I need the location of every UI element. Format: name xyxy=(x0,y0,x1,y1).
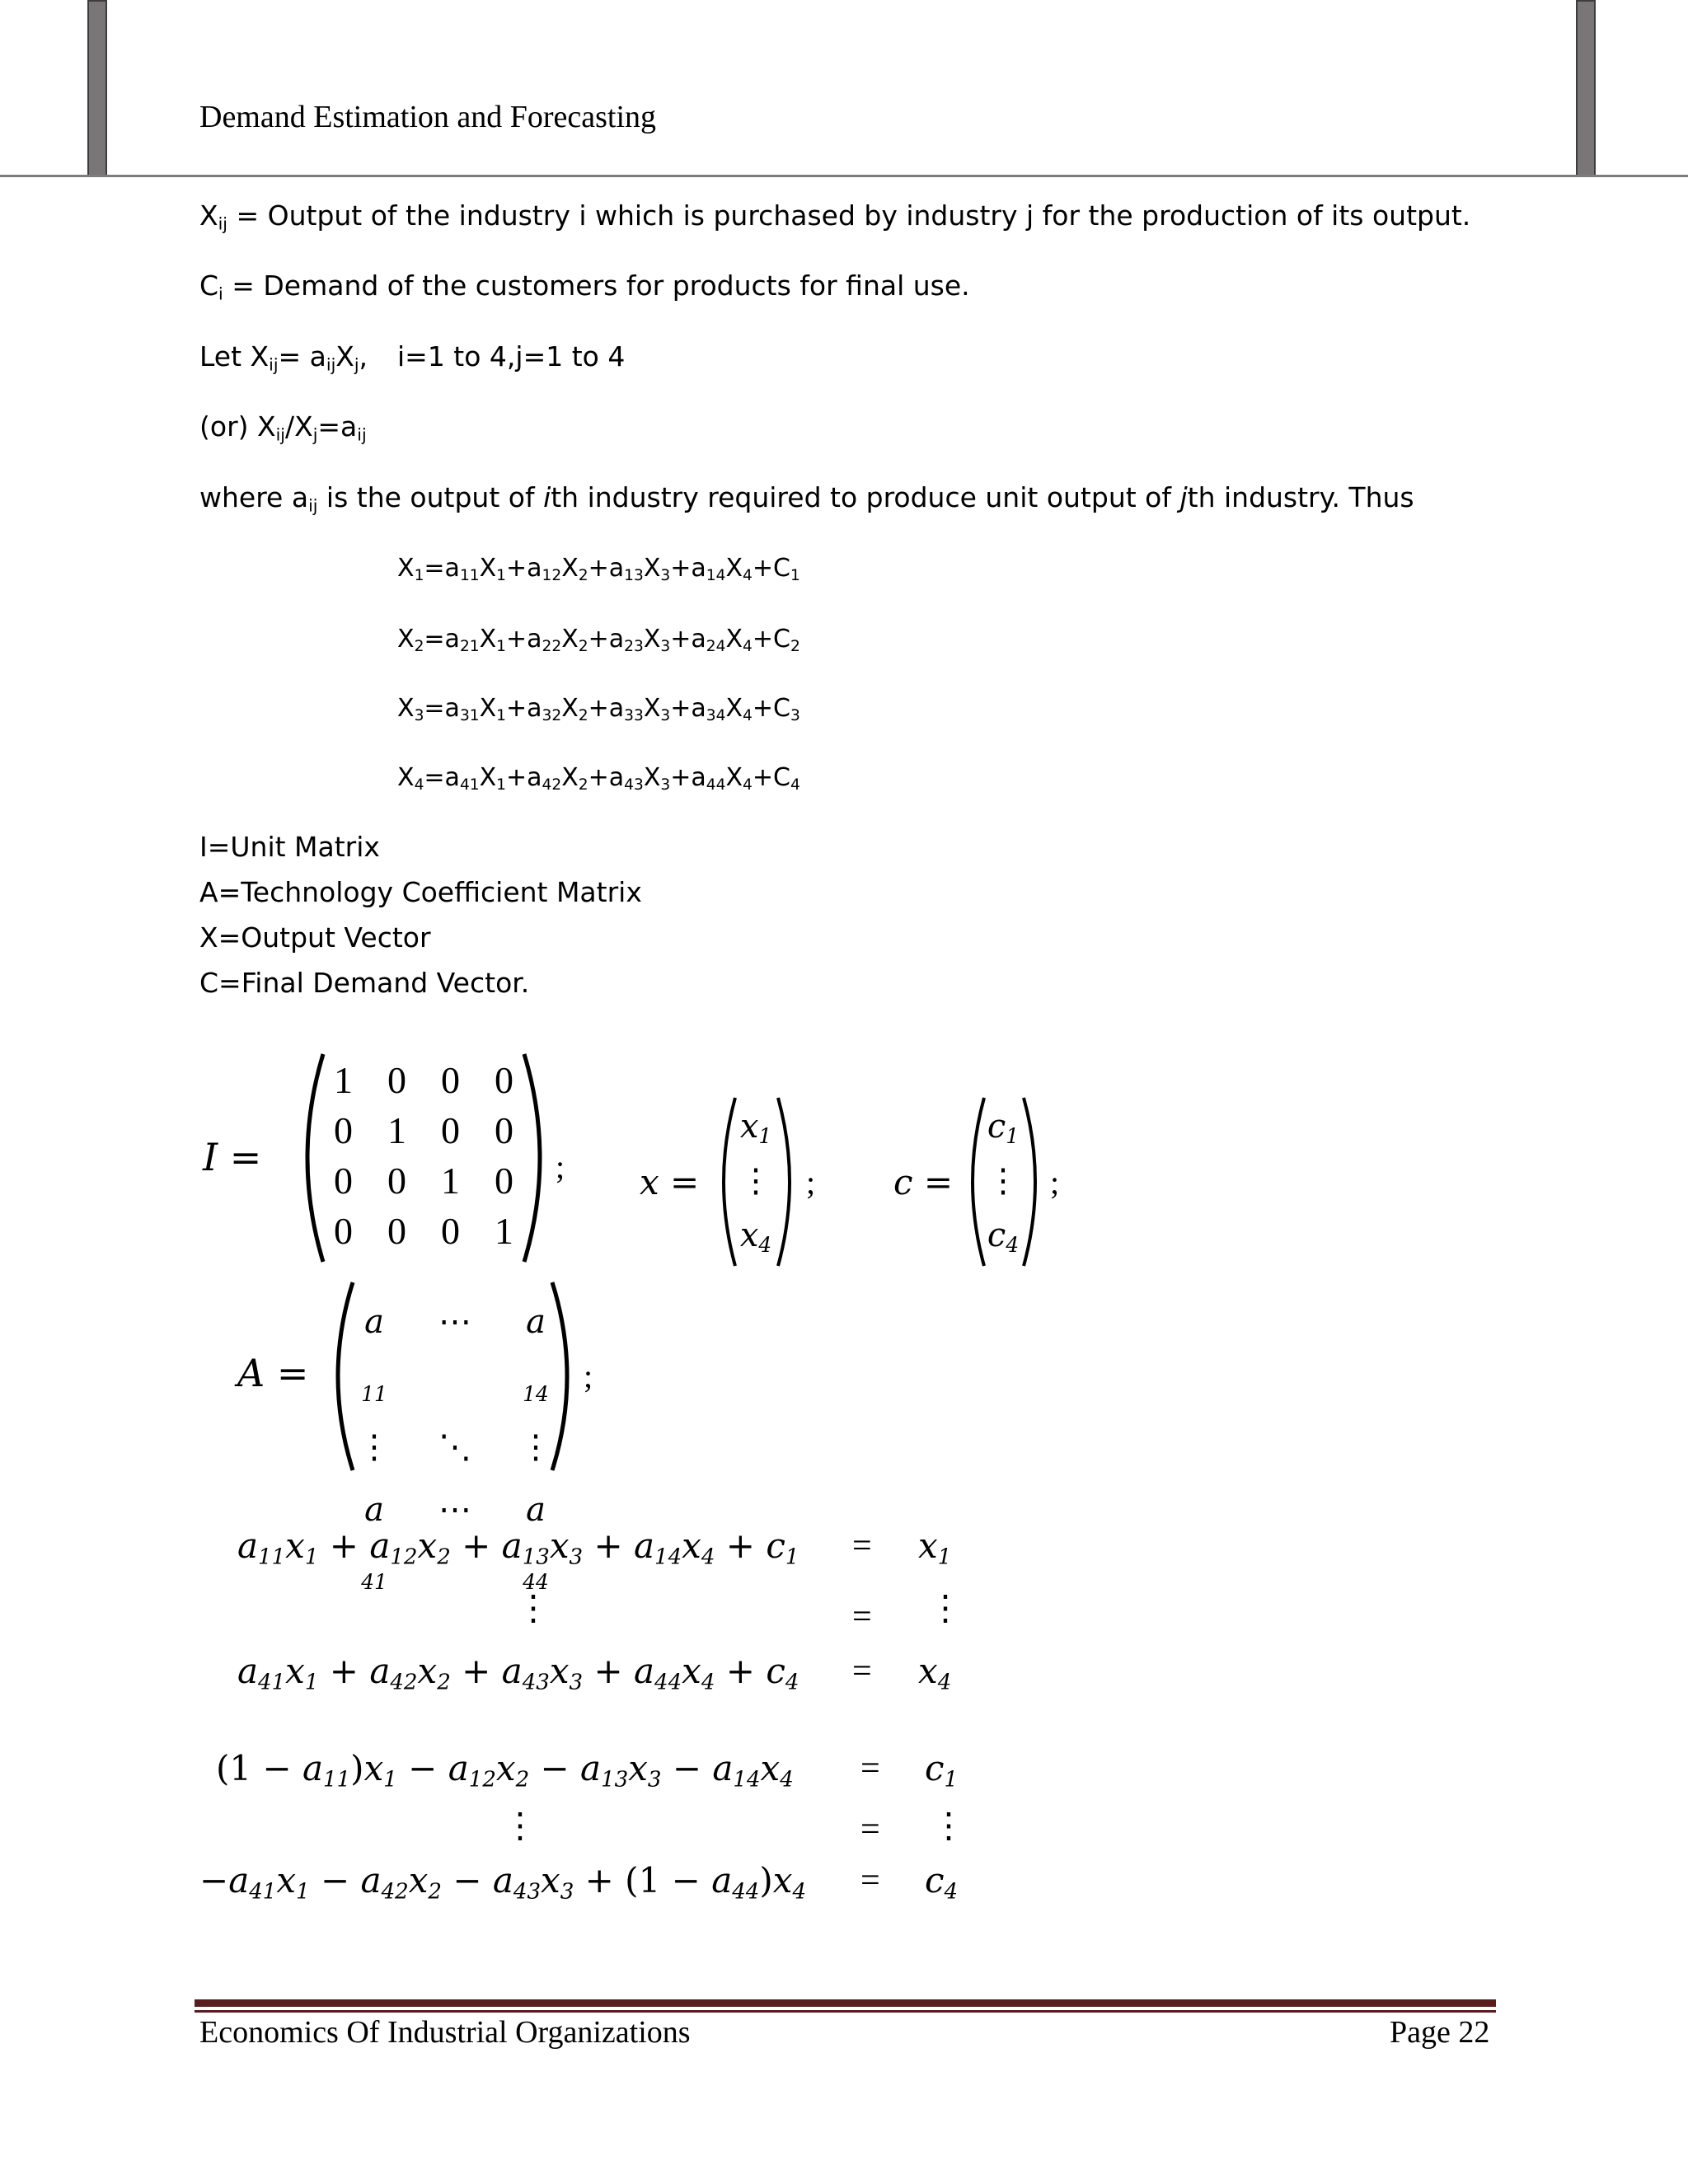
system1-row3-lhs: $a_{41}x_1 + a_{42}x_2 + a_{43}x_3 + a_{44}x_4 + c_4$ xyxy=(237,1651,799,1695)
system2-row1-rhs: $c_1$ xyxy=(925,1748,959,1793)
definition-ci: $C_i$ = Demand of the customers for products for final use. xyxy=(199,269,970,304)
legend-output-vector: X=Output Vector xyxy=(199,921,431,954)
system2-row3-rhs: $c_4$ xyxy=(925,1860,959,1905)
footer-rule-thick xyxy=(195,1999,1496,2007)
system2-row3-lhs: $-a_{41}x_1 - a_{42}x_2 - a_{43}x_3 + (1 - a_{44})x_4$ xyxy=(199,1860,806,1905)
legend-technology-matrix: A=Technology Coefficient Matrix xyxy=(199,876,642,908)
c-vector-label: c = xyxy=(893,1162,954,1202)
header-title: Demand Estimation and Forecasting xyxy=(199,100,657,134)
identity-matrix-label: I = xyxy=(203,1135,262,1179)
identity-separator: ; xyxy=(556,1148,565,1185)
equation-x3: $X_3=a_{31}X_1+a_{32}X_2+a_{33}X_3+a_{34}X_4+C_3$ xyxy=(397,694,800,725)
definition-xij: $X_{ij}$ = Output of the industry i which is purchased by industry j for the production of its output. xyxy=(199,199,1471,234)
system1-row2-vdots: ⋮ xyxy=(516,1590,551,1628)
system1-row1-rhs: $x_1$ xyxy=(918,1526,952,1570)
a-matrix-separator: ; xyxy=(584,1357,593,1394)
a-matrix-cells: a $_{11}$ ⋯ a $_{14}$ ⋮ ⋱ ⋮ a $_{41}$ ⋯ a $_{44}$ xyxy=(358,1303,552,1594)
system1-row1-equals: = xyxy=(852,1527,872,1565)
system2-row3-equals: = xyxy=(860,1862,880,1900)
footer-book-title: Economics Of Industrial Organizations xyxy=(199,2015,691,2050)
system2-row1-lhs: $(1 - a_{11})x_1 - a_{12}x_2 - a_{13}x_3 - a_{14}x_4$ xyxy=(216,1748,794,1793)
identity-right-paren xyxy=(521,1051,557,1265)
definition-let-range: i=1 to 4,j=1 to 4 xyxy=(397,340,626,373)
x-vector-right-paren xyxy=(775,1094,803,1269)
header-right-bar xyxy=(1576,0,1596,176)
c-vector-right-paren xyxy=(1020,1094,1048,1269)
system1-row3-equals: = xyxy=(852,1652,872,1690)
c-vector-separator: ; xyxy=(1050,1164,1060,1201)
system2-row2-equals: = xyxy=(860,1811,880,1849)
equation-x4: $X_4=a_{41}X_1+a_{42}X_2+a_{43}X_3+a_{44}X_4+C_4$ xyxy=(397,763,800,794)
system1-row1-lhs: $a_{11}x_1 + a_{12}x_2 + a_{13}x_3 + a_{14}x_4 + c_1$ xyxy=(237,1526,799,1570)
equation-x1: $X_1=a_{11}X_1+a_{12}X_2+a_{13}X_3+a_{14}X_4+C_1$ xyxy=(397,554,800,585)
equation-x2: $X_2=a_{21}X_1+a_{22}X_2+a_{23}X_3+a_{24}X_4+C_2$ xyxy=(397,625,800,656)
system1-row3-rhs: $x_4$ xyxy=(918,1651,952,1695)
header-rule xyxy=(0,175,1688,177)
definition-where: where $a_{ij}$ is the output of ith industry required to produce unit output of jth industry. Thus xyxy=(199,481,1414,516)
x-vector-label: x = xyxy=(640,1162,700,1202)
legend-final-demand-vector: C=Final Demand Vector. xyxy=(199,967,530,999)
x-vector-separator: ; xyxy=(806,1164,816,1201)
c-vector-entries: $c_1$ ⋮ $c_4$ xyxy=(987,1108,1020,1257)
a-matrix-right-paren xyxy=(549,1279,584,1474)
definition-let: Let $X_{ij}= a_{ij}X_j$, i=1 to 4,j=1 to 4 xyxy=(199,340,626,375)
system2-row2-vdots: ⋮ xyxy=(503,1807,537,1845)
legend-unit-matrix: I=Unit Matrix xyxy=(199,831,380,863)
x-vector-entries: $x_1$ ⋮ $x_4$ xyxy=(739,1108,772,1257)
system2-row1-equals: = xyxy=(860,1750,880,1788)
identity-matrix-cells: 1 0 0 0 0 1 0 0 0 0 1 0 0 0 0 1 xyxy=(334,1059,513,1252)
header-left-bar xyxy=(87,0,107,176)
a-matrix-label: A = xyxy=(237,1351,309,1395)
footer-page-number: Page 22 xyxy=(1390,2015,1490,2050)
definition-or: (or) $X_{ij}/X_j=a_{ij}$ xyxy=(199,410,367,445)
system1-row2-rhs-vdots: ⋮ xyxy=(928,1590,963,1628)
system2-row2-rhs-vdots: ⋮ xyxy=(931,1807,966,1845)
system1-row2-equals: = xyxy=(852,1598,872,1636)
